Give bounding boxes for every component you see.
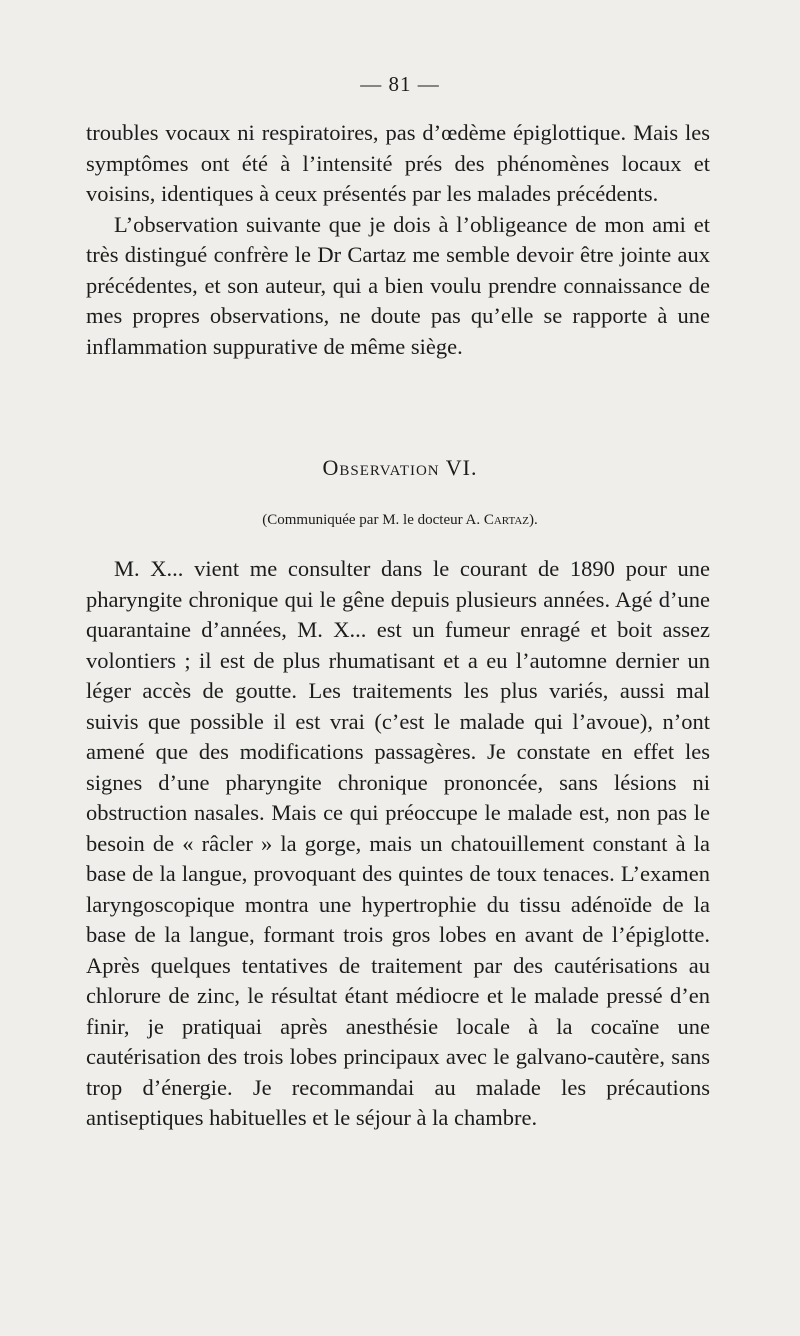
paragraph-continuation: troubles vocaux ni respiratoires, pas d’œdème épiglottique. Mais les symptômes ont été à l’intensité prés des phénomènes locaux et voisins, identiques à ceux présentés par les malades précédents. xyxy=(86,120,710,206)
page-number: — 81 — xyxy=(360,72,440,96)
observation-title: Observation VI. xyxy=(322,455,478,480)
paragraph-introduction: L’observation suivante que je dois à l’obligeance de mon ami et très distingué confrère le Dr Cartaz me semble devoir être jointe aux précédentes, et son auteur, qui a bien voulu prendre connaissance de mes propres observations, ne doute pas qu’elle se rapporte à une inflammation suppurative de même siège. xyxy=(86,211,710,359)
text-block-bottom xyxy=(86,554,710,1134)
observation-subtitle-prefix: (Communiquée par M. le docteur A. xyxy=(262,512,484,528)
paragraph-case-report: M. X... vient me consulter dans le courant de 1890 pour une pharyngite chronique qui le gêne depuis plusieurs années. Agé d’une quarantaine d’années, M. X... est un fumeur enragé et boit assez volontiers ; il est de plus rhumatisant et a eu l’automne dernier un léger accès de goutte. Les traitements les plus variés, aussi mal suivis que possible il est vrai (c’est le malade qui l’avoue), n’ont amené que des modifications passagères. Je constate en effet les signes d’une pharyngite chronique prononcée, sans lésions ni obstruction nasales. Mais ce qui préoccupe le malade est, non pas le besoin de « râcler » la gorge, mais un chatouillement constant à la base de la langue, provoquant des quintes de toux tenaces. L’examen laryngoscopique montra une hypertrophie du tissu adénoïde de la base de la langue, formant trois gros lobes en avant de l’épiglotte. Après quelques tentatives de traitement par des cautérisations au chlorure de zinc, le résultat étant médiocre et le malade pressé d’en finir, je pratiquai après anesthésie locale à la cocaïne une cautérisation des trois lobes principaux avec le galvano-cautère, sans trop d’énergie. Je recommandai au malade les précautions antiseptiques habituelles et le séjour à la chambre. xyxy=(86,556,710,1130)
text-block-top xyxy=(86,118,710,362)
observation-subtitle xyxy=(0,512,800,529)
observation-author: Cartaz xyxy=(483,512,529,528)
observation-subtitle-suffix: ). xyxy=(529,512,538,528)
